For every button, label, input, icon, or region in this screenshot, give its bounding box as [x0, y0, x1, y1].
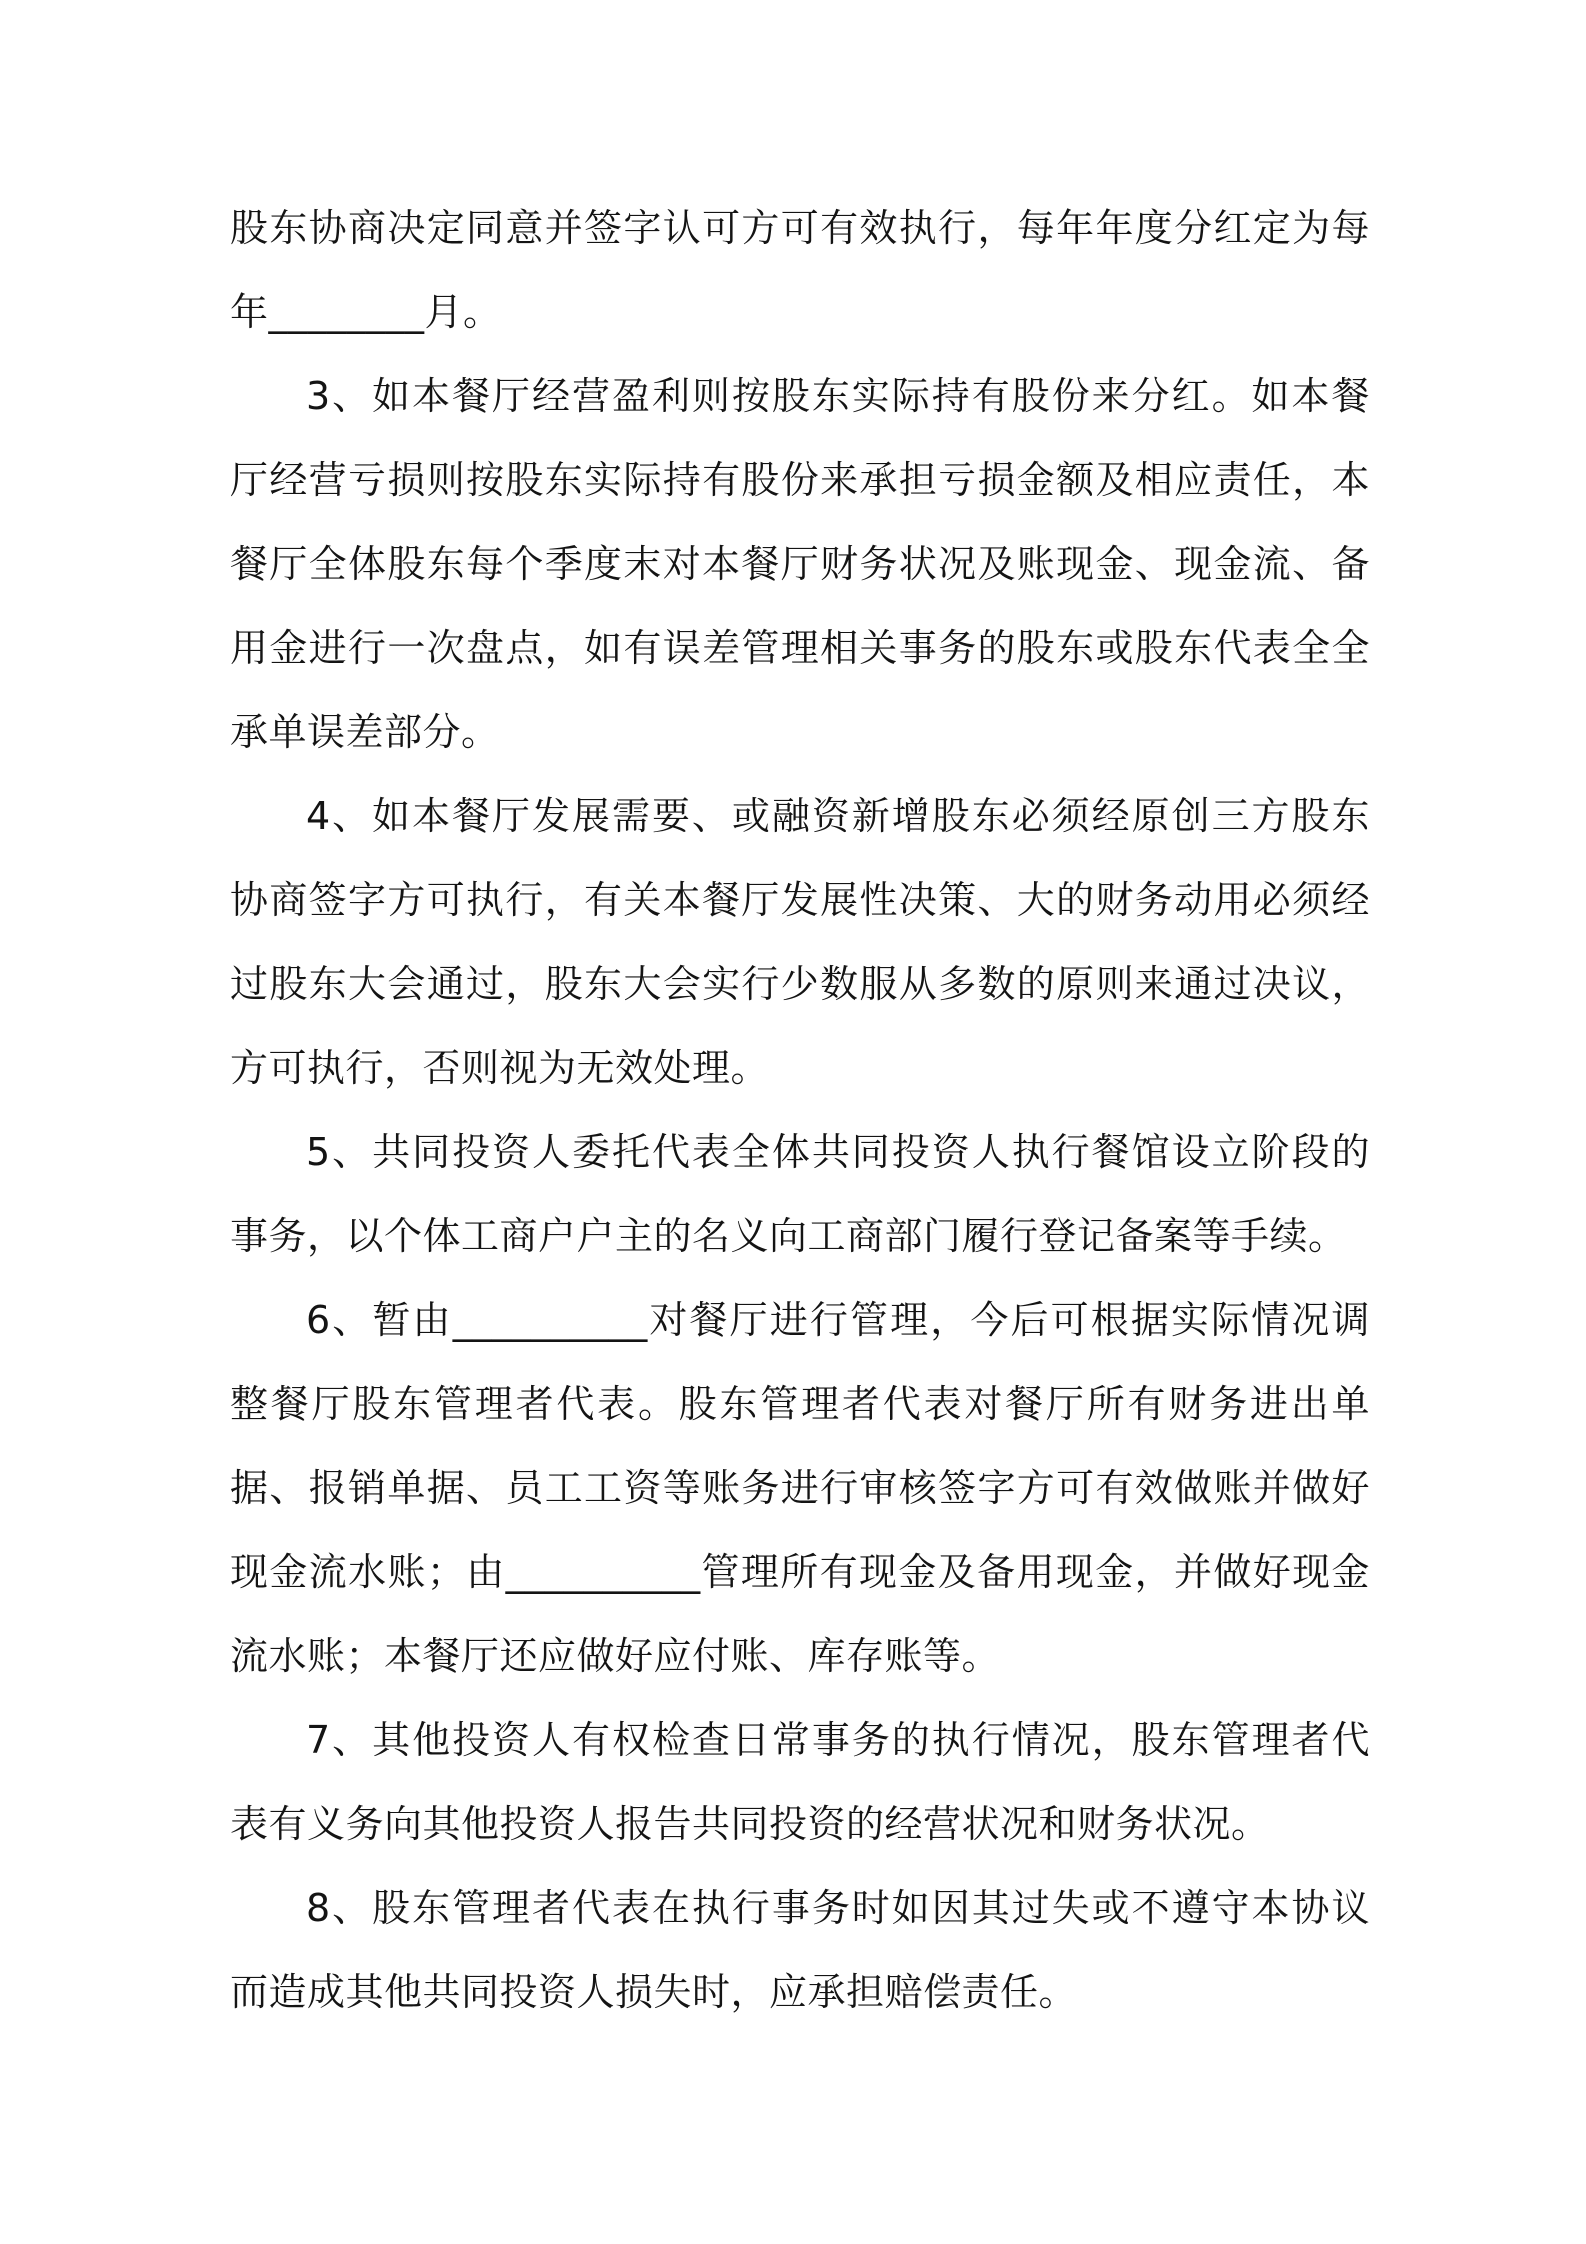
paragraph-clause-3: 3、如本餐厅经营盈利则按股东实际持有股份来分红。如本餐厅经营亏损则按股东实际持有股份来承担亏损金额及相应责任，本餐厅全体股东每个季度末对本餐厅财务状况及账现金、现金流、备用金进行一次盘点，如有误差管理相关事务的股东或股东代表全全承单误差部分。 — [230, 374, 1370, 754]
paragraph-continuation: 股东协商决定同意并签字认可方可有效执行，每年年度分红定为每年________月。 — [230, 206, 1370, 334]
paragraph-clause-6: 6、暂由__________对餐厅进行管理，今后可根据实际情况调整餐厅股东管理者代表。股东管理者代表对餐厅所有财务进出单据、报销单据、员工工资等账务进行审核签字方可有效做账并做好现金流水账；由__________管理所有现金及备用现金，并做好现金流水账；本餐厅还应做好应付账、库存账等。 — [230, 1298, 1370, 1678]
paragraph-clause-4: 4、如本餐厅发展需要、或融资新增股东必须经原创三方股东协商签字方可执行，有关本餐厅发展性决策、大的财务动用必须经过股东大会通过，股东大会实行少数服从多数的原则来通过决议，方可执行，否则视为无效处理。 — [230, 794, 1370, 1090]
paragraph-clause-5: 5、共同投资人委托代表全体共同投资人执行餐馆设立阶段的事务，以个体工商户户主的名义向工商部门履行登记备案等手续。 — [230, 1130, 1370, 1258]
paragraph-clause-7: 7、其他投资人有权检查日常事务的执行情况，股东管理者代表有义务向其他投资人报告共同投资的经营状况和财务状况。 — [230, 1718, 1370, 1846]
document-body — [230, 186, 1370, 2034]
paragraph-clause-8: 8、股东管理者代表在执行事务时如因其过失或不遵守本协议而造成其他共同投资人损失时，应承担赔偿责任。 — [230, 1886, 1370, 2014]
